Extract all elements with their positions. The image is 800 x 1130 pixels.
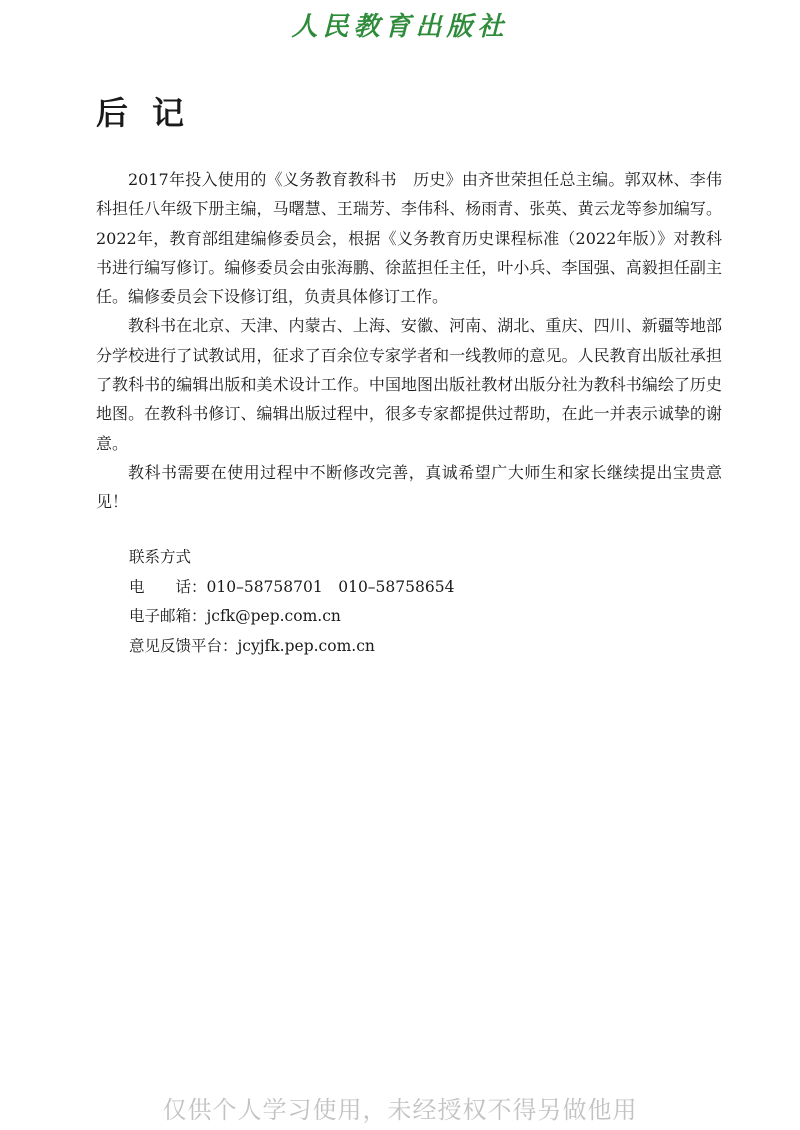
contact-phone: 电 话：010–58758701 010–58758654 <box>129 577 455 596</box>
afterword-body <box>96 165 722 517</box>
contact-email: 电子邮箱：jcfk@pep.com.cn <box>129 607 341 625</box>
contact-heading: 联系方式 <box>129 548 192 566</box>
paragraph-trials: 教科书在北京、天津、内蒙古、上海、安徽、河南、湖北、重庆、四川、新疆等地部分学校进行了试教试用，征求了百余位专家学者和一线教师的意见。人民教育出版社承担了教科书的编辑出版和美术设计工作。中国地图出版社教材出版分社为教科书编绘了历史地图。在教科书修订、编辑出版过程中，很多专家都提供过帮助，在此一并表示诚挚的谢意。 <box>96 316 722 453</box>
contact-feedback-platform: 意见反馈平台：jcyjfk.pep.com.cn <box>129 636 375 655</box>
contact-block <box>129 543 454 661</box>
page-title: 后记 <box>96 94 209 132</box>
paragraph-editors: 2017年投入使用的《义务教育教科书 历史》由齐世荣担任总主编。郭双林、李伟科担任八年级下册主编，马曙慧、王瑞芳、李伟科、杨雨青、张英、黄云龙等参加编写。2022年，教育部组建编修委员会，根据《义务教育历史课程标准（2022年版）》对教科书进行编写修订。编修委员会由张海鹏、徐蓝担任主任，叶小兵、李国强、高毅担任副主任。编修委员会下设修订组，负责具体修订工作。 <box>96 170 722 307</box>
watermark: 仅供个人学习使用，未经授权不得另做他用 <box>162 1096 638 1124</box>
publisher-logo: 人民教育出版社 <box>291 12 509 42</box>
paragraph-feedback: 教科书需要在使用过程中不断修改完善，真诚希望广大师生和家长继续提出宝贵意见！ <box>96 462 722 512</box>
